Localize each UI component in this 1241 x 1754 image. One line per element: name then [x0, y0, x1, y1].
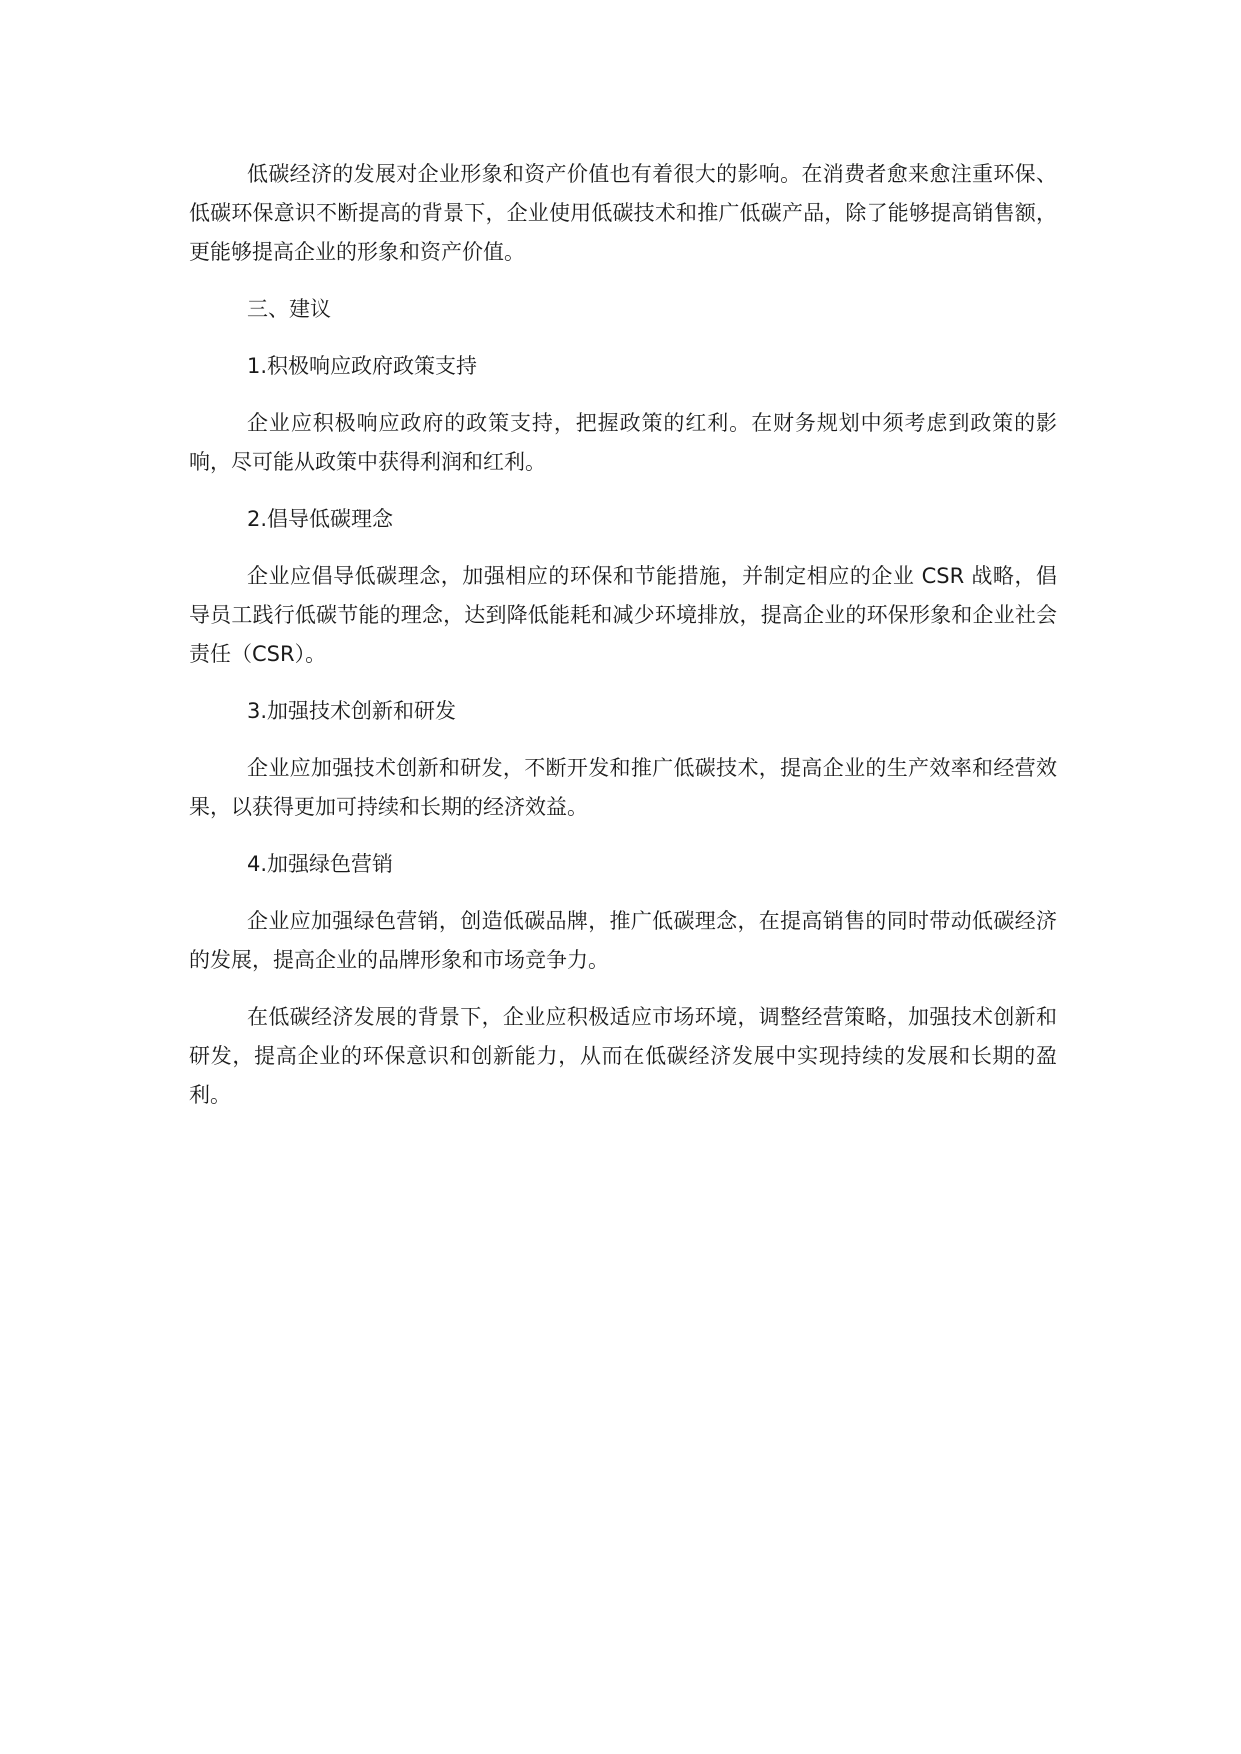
paragraph-tech-innovation: 企业应加强技术创新和研发，不断开发和推广低碳技术，提高企业的生产效率和经营效果，以获得更加可持续和长期的经济效益。 [189, 756, 1057, 819]
subheading-low-carbon-concept: 2.倡导低碳理念 [247, 507, 394, 531]
subheading-policy-support: 1.积极响应政府政策支持 [247, 354, 478, 378]
section-heading-suggestions: 三、建议 [247, 297, 331, 321]
paragraph-policy-support: 企业应积极响应政府的政策支持，把握政策的红利。在财务规划中须考虑到政策的影响，尽可能从政策中获得利润和红利。 [189, 411, 1057, 474]
paragraph-conclusion: 在低碳经济发展的背景下，企业应积极适应市场环境，调整经营策略，加强技术创新和研发，提高企业的环保意识和创新能力，从而在低碳经济发展中实现持续的发展和长期的盈利。 [189, 1005, 1057, 1107]
subheading-green-marketing: 4.加强绿色营销 [247, 852, 394, 876]
paragraph-asset-value: 低碳经济的发展对企业形象和资产价值也有着很大的影响。在消费者愈来愈注重环保、低碳环保意识不断提高的背景下，企业使用低碳技术和推广低碳产品，除了能够提高销售额，更能够提高企业的形象和资产价值。 [189, 162, 1057, 264]
subheading-tech-innovation: 3.加强技术创新和研发 [247, 699, 457, 723]
paragraph-green-marketing: 企业应加强绿色营销，创造低碳品牌，推广低碳理念，在提高销售的同时带动低碳经济的发展，提高企业的品牌形象和市场竞争力。 [189, 909, 1057, 972]
document-body [189, 155, 1057, 1133]
paragraph-low-carbon-concept: 企业应倡导低碳理念，加强相应的环保和节能措施，并制定相应的企业 CSR 战略，倡导员工践行低碳节能的理念，达到降低能耗和减少环境排放，提高企业的环保形象和企业社会责任（CSR）。 [189, 564, 1057, 666]
